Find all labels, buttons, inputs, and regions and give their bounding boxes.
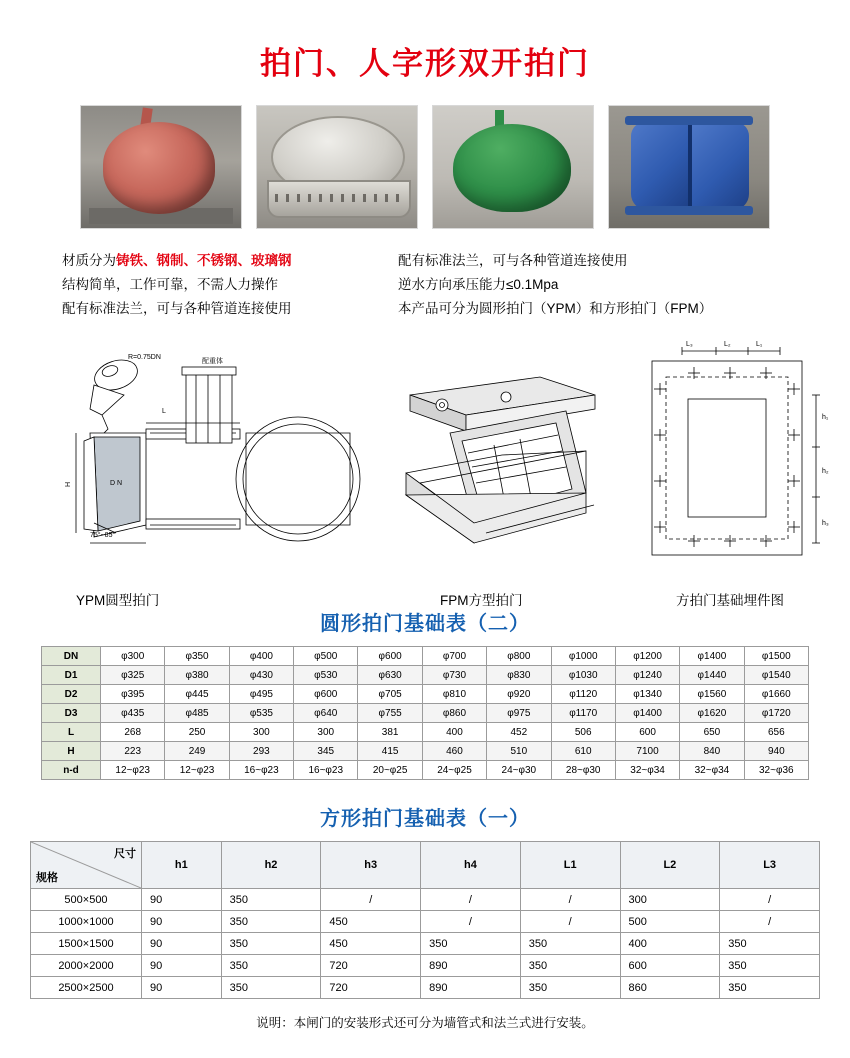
label-l2: L₂ <box>724 341 731 348</box>
cell: 452 <box>487 723 551 742</box>
cell: 450 <box>321 911 421 933</box>
column-header: h3 <box>321 842 421 889</box>
table-row <box>31 933 820 955</box>
label-l1: L₁ <box>756 341 763 348</box>
round-table-title: 圆形拍门基础表（二） <box>320 613 530 635</box>
cell: / <box>421 911 521 933</box>
feature-material-line <box>62 249 292 273</box>
label-len: L <box>162 408 166 415</box>
cell: 840 <box>680 742 744 761</box>
label-h2: h₂ <box>822 468 829 475</box>
cell: 460 <box>422 742 486 761</box>
feature-column-left <box>62 249 292 321</box>
cell: 500 <box>620 911 720 933</box>
cell: φ1170 <box>551 704 615 723</box>
cell: φ810 <box>422 685 486 704</box>
steel-flap-gate-photo <box>256 105 418 229</box>
row-header: D1 <box>42 666 101 685</box>
row-header: L <box>42 723 101 742</box>
feature-right-line-3: 本产品可分为圆形拍门（YPM）和方形拍门（FPM） <box>398 301 713 316</box>
cell: φ485 <box>165 704 229 723</box>
cell: 90 <box>142 889 222 911</box>
row-header: n-d <box>42 761 101 780</box>
drawing-caption-ypm: YPM圆型拍门 <box>76 593 160 608</box>
cell: 400 <box>422 723 486 742</box>
cell: φ1000 <box>551 647 615 666</box>
cell: 415 <box>358 742 422 761</box>
cell: 350 <box>421 933 521 955</box>
ypm-round-gate-drawing <box>50 337 380 587</box>
table-row <box>42 685 809 704</box>
label-l3: L₃ <box>686 341 693 348</box>
cell: 32~φ36 <box>744 761 808 780</box>
row-spec: 1500×1500 <box>31 933 142 955</box>
drawing-caption-fpm: FPM方型拍门 <box>440 593 523 608</box>
green-flap-gate-photo <box>432 105 594 229</box>
cell: 350 <box>720 933 820 955</box>
feature-material-highlight: 铸铁、钢制、不锈钢、玻璃钢 <box>116 253 292 268</box>
cell: φ1400 <box>680 647 744 666</box>
cell: / <box>720 911 820 933</box>
cell: 350 <box>520 977 620 999</box>
cell: 720 <box>321 955 421 977</box>
cell: 350 <box>221 889 321 911</box>
page-root <box>0 38 850 1058</box>
cell: φ400 <box>229 647 293 666</box>
table-row <box>42 704 809 723</box>
corner-label-spec: 规格 <box>36 872 58 884</box>
cell: 940 <box>744 742 808 761</box>
cell: φ1120 <box>551 685 615 704</box>
cell: 268 <box>101 723 165 742</box>
page-title: 拍门、人字形双开拍门 <box>260 46 590 81</box>
cell: φ535 <box>229 704 293 723</box>
cell: 860 <box>620 977 720 999</box>
cell: φ600 <box>294 685 358 704</box>
cell: 20~φ25 <box>358 761 422 780</box>
row-header: DN <box>42 647 101 666</box>
cell: 90 <box>142 911 222 933</box>
cell: φ1560 <box>680 685 744 704</box>
cell: 32~φ34 <box>680 761 744 780</box>
table-header-row <box>31 842 820 889</box>
cell: 350 <box>520 955 620 977</box>
footer-note: 说明：本闸门的安装形式还可分为墙管式和法兰式进行安装。 <box>256 1016 594 1030</box>
cell: 223 <box>101 742 165 761</box>
cell: 600 <box>620 955 720 977</box>
column-header: h4 <box>421 842 521 889</box>
label-r075dn: R=0.75DN <box>128 354 161 361</box>
column-header: L2 <box>620 842 720 889</box>
cell: φ830 <box>487 666 551 685</box>
cell: φ1240 <box>615 666 679 685</box>
cell: 28~φ30 <box>551 761 615 780</box>
cell: 16~φ23 <box>294 761 358 780</box>
cell: 16~φ23 <box>229 761 293 780</box>
cell: φ1030 <box>551 666 615 685</box>
cell: φ700 <box>422 647 486 666</box>
row-spec: 500×500 <box>31 889 142 911</box>
table-row <box>42 742 809 761</box>
cell: φ1440 <box>680 666 744 685</box>
cell: 381 <box>358 723 422 742</box>
cell: 400 <box>620 933 720 955</box>
technical-drawings <box>0 337 850 607</box>
cell: φ755 <box>358 704 422 723</box>
feature-right-line-2: 逆水方向承压能力≤0.1Mpa <box>398 277 559 292</box>
cell: φ800 <box>487 647 551 666</box>
cell: / <box>321 889 421 911</box>
feature-right-line-1: 配有标准法兰，可与各种管道连接使用 <box>398 253 628 268</box>
cell: 350 <box>720 955 820 977</box>
cell: φ640 <box>294 704 358 723</box>
cell: φ1620 <box>680 704 744 723</box>
cell: 24~φ25 <box>422 761 486 780</box>
cell: φ325 <box>101 666 165 685</box>
label-h1: h₁ <box>822 414 829 421</box>
label-h3: h₃ <box>822 520 829 527</box>
label-dn: D N <box>110 480 123 487</box>
blue-double-flap-gate-photo <box>608 105 770 229</box>
cell: φ350 <box>165 647 229 666</box>
table-corner-cell <box>31 842 142 889</box>
table-row <box>31 889 820 911</box>
cell: φ920 <box>487 685 551 704</box>
table-row <box>42 723 809 742</box>
cell: / <box>421 889 521 911</box>
table-row <box>31 911 820 933</box>
row-spec: 2000×2000 <box>31 955 142 977</box>
table-row <box>42 761 809 780</box>
cell: 24~φ30 <box>487 761 551 780</box>
cell: 600 <box>615 723 679 742</box>
table-row <box>42 666 809 685</box>
cell: 350 <box>221 933 321 955</box>
cell: 350 <box>221 977 321 999</box>
cell: 890 <box>421 955 521 977</box>
cell: 249 <box>165 742 229 761</box>
square-table-title: 方形拍门基础表（一） <box>320 808 530 830</box>
cell: 300 <box>294 723 358 742</box>
square-flap-gate-table <box>30 841 820 999</box>
cell: 656 <box>744 723 808 742</box>
row-spec: 1000×1000 <box>31 911 142 933</box>
cell: 650 <box>680 723 744 742</box>
cell: 12~φ23 <box>165 761 229 780</box>
cell: 90 <box>142 977 222 999</box>
feature-structure-line: 结构简单，工作可靠，不需人力操作 <box>62 277 278 292</box>
embedded-parts-drawing <box>630 337 830 587</box>
cell: φ600 <box>358 647 422 666</box>
column-header: h1 <box>142 842 222 889</box>
cell: φ495 <box>229 685 293 704</box>
row-header: D3 <box>42 704 101 723</box>
column-header: L1 <box>520 842 620 889</box>
cell: 300 <box>620 889 720 911</box>
red-flap-gate-photo <box>80 105 242 229</box>
corner-label-size: 尺寸 <box>114 848 136 860</box>
cell: 345 <box>294 742 358 761</box>
cell: 350 <box>520 933 620 955</box>
drawing-caption-embedded: 方拍门基础埋件图 <box>676 593 784 608</box>
cell: / <box>520 889 620 911</box>
product-photo-gallery <box>0 105 850 229</box>
table-row <box>31 955 820 977</box>
label-angle: 75°~85° <box>90 532 116 539</box>
cell: 32~φ34 <box>615 761 679 780</box>
cell: 450 <box>321 933 421 955</box>
cell: 250 <box>165 723 229 742</box>
cell: 890 <box>421 977 521 999</box>
cell: φ1340 <box>615 685 679 704</box>
row-header: H <box>42 742 101 761</box>
table-row <box>42 647 809 666</box>
cell: 610 <box>551 742 615 761</box>
cell: φ435 <box>101 704 165 723</box>
cell: 90 <box>142 933 222 955</box>
row-spec: 2500×2500 <box>31 977 142 999</box>
cell: φ1660 <box>744 685 808 704</box>
cell: φ730 <box>422 666 486 685</box>
cell: 293 <box>229 742 293 761</box>
label-h: H <box>65 481 72 487</box>
cell: φ395 <box>101 685 165 704</box>
cell: φ430 <box>229 666 293 685</box>
cell: 300 <box>229 723 293 742</box>
cell: φ1540 <box>744 666 808 685</box>
cell: φ300 <box>101 647 165 666</box>
cell: 350 <box>720 977 820 999</box>
table-row <box>31 977 820 999</box>
cell: 7100 <box>615 742 679 761</box>
label-counterweight: 配重体 <box>202 358 223 365</box>
cell: 506 <box>551 723 615 742</box>
feature-flange-line: 配有标准法兰，可与各种管道连接使用 <box>62 301 292 316</box>
cell: φ1720 <box>744 704 808 723</box>
cell: φ380 <box>165 666 229 685</box>
feature-column-right <box>398 249 712 321</box>
cell: 12~φ23 <box>101 761 165 780</box>
column-header: L3 <box>720 842 820 889</box>
round-flap-gate-table <box>41 646 809 780</box>
cell: φ1500 <box>744 647 808 666</box>
cell: 350 <box>221 911 321 933</box>
feature-material-prefix: 材质分为 <box>62 253 116 268</box>
cell: φ530 <box>294 666 358 685</box>
cell: 720 <box>321 977 421 999</box>
cell: 510 <box>487 742 551 761</box>
cell: φ860 <box>422 704 486 723</box>
cell: φ1400 <box>615 704 679 723</box>
cell: φ445 <box>165 685 229 704</box>
cell: 90 <box>142 955 222 977</box>
column-header: h2 <box>221 842 321 889</box>
cell: φ1200 <box>615 647 679 666</box>
fpm-square-gate-drawing <box>390 337 620 587</box>
cell: φ500 <box>294 647 358 666</box>
feature-list <box>0 249 850 329</box>
cell: φ975 <box>487 704 551 723</box>
cell: / <box>520 911 620 933</box>
cell: φ630 <box>358 666 422 685</box>
row-header: D2 <box>42 685 101 704</box>
cell: φ705 <box>358 685 422 704</box>
cell: 350 <box>221 955 321 977</box>
cell: / <box>720 889 820 911</box>
